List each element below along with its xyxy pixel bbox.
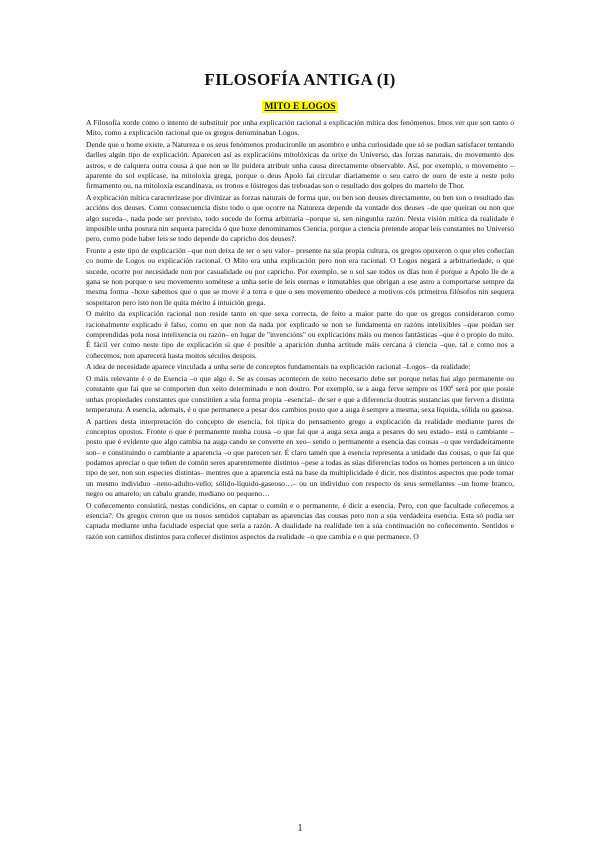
paragraph-9: O coñecemento consistirá, nestas condicións, en captar o común e o permanente, é dicir a esencia. Pero, con que facultade coñecemos a esencia?. Os gregos creron que os nosos sentidos captaban as aparencias das cousas pero non a súa verdadeira esencia. Esta só podía ser captada mediante unha facultade especial que sería a razón. A dualidade na realidade ten a súa continuación no coñecemento. Sentidos e razón son camiños distintos para coñecer distintos aspectos da realidade –o que cambia e o que permanece. O [86, 500, 514, 541]
page-number: 1 [297, 823, 303, 834]
paragraph-3: A explicación mítica caracterízase por divinizar as forzas naturais de forma que, ou ben son deuses directamente, ou ben son o resultado das accións dos deuses. Como consecuencia disto todo o que ocorre na Natureza depende da vontade dos deuses –de que queiran ou non que algo suceda–, nada pode ser previsto, todo sucede de forma arbitraria –porque si, sen ningunha razón. Nesta visión mítica da realidade é imposible unha postura nin sequera parecida ó que hoxe denominamos Ciencia, porque a ciencia pretende atopar leis constantes no Universo pero, como pode haber leis se todo depende do capricho dos deuses?. [86, 193, 514, 244]
paragraph-1: A Filosofía xorde como o intento de substituír por unha explicación racional a explicación mítica dos fenómenos. Imos ver que son tanto o Mito, como a explicación racional que os gregos denominaban Logos. [86, 118, 514, 138]
subtitle-wrap [86, 96, 514, 114]
paragraph-2: Dende que o home existe, a Natureza e os seus fenómenos producironlle un asombro e unha curiosidade que só se podían satisfacer tentando darlles algún tipo de explicación. Aparecen así as explicacións mitolóxicas da orixe do Universo, das forzas naturais, do movemento dos astros, e de calquera outra cousa á que non se lle puidera atribuír unha causa directamente observable. Así, por exemplo, o movemento –aparente do sol explícase, na mitoloxía grega, porque o deus Apolo fai circular diariamente o seu carro de ouro de este a oeste polo firmamento ou, na mitoloxía escandinava, os tronos e lóstregos das treboadas son o resultado dos golpes do martelo de Thor. [86, 140, 514, 191]
paragraph-8: A partires desta interpretación do concepto de esencia, foi típica do pensamento grego a explicación da realidade mediante pares de conceptos opostos. Fronte o que é permanente nunha cousa –o que fai que a auga sexa auga a pesares do seu estado– está o cambiante –posto que é evidente que algo cambia na auga cando se converte en xeo– sendo o permanente a esencia das cousas –o que verdadeiramente son– e constituíndo o cambiante a aparencia –o que parecen ser. É claro tamén que a esencia representa a unidade das cousas, o que fai que podamos apreciar o que teñen de común seres aparentemente distintos –pese a todas as súas diferencias todos os homes pertencen a un único tipo de ser, non son especies distintas– mentres que a aparencia está na base da multiplicidade é dicir, nos distintos aspectos que pode tomar un mesmo individuo –neno-adulto-vello; sólido-líquido-gaseoso…– ou un individuo con respecto ós seus semellantes –un home branco, negro ou amarelo; un cabalo grande, mediano ou pequeno… [86, 416, 514, 498]
paragraph-4: Fronte a este tipo de explicación –que non deixa de ter o seu valor– presente na súa propia cultura, os gregos opuxeron o que eles coñecían co nome de Logos ou explicación racional. O Mito era unha explicación pero non era racional. O Logos negará a arbitrariedade, o que sucede, ocorre por necesidade non por casualidade ou por capricho. Por exemplo, se o sol sae todos os días non é porque a Apolo lle de a gana se non porque o seu movemento sométese a unha serie de leis eternas e inmutables que obrigan a ese astro a comportarse sempre da mesma forma –hoxe sabemos que o que se move é a terra e que o seu movemento obedece a motivos cós primeiros filósofos nin sequera sospeitaron pero isto non lle quita mérito á intuición grega. [86, 246, 514, 307]
paragraph-5: O mérito da explicación racional non reside tanto en que sexa correcta, de feito a maior parte do que os gregos consideraron como racionalmente explicado é falso, como en que non da nada por explicado se non se fundamenta en razóns intelixibles –que poidan ser comprendidas pola nosa intelixencia ou razón– en lugar de "invencións" ou explicacións máis ou menos fantásticas –que é o propio do mito. É fácil ver como neste tipo de explicación si que é posible a aparición dunha actitude máis cercana á ciencia –que, tal e como nos a coñecemos, non aparecerá hasta moitos séculos despois. [86, 309, 514, 360]
section-subtitle: MITO E LOGOS [264, 102, 336, 112]
page-title: FILOSOFÍA ANTIGA (I) [204, 70, 396, 89]
paragraph-6: A idea de necesidade aparece vinculada a unha serie de conceptos fundamentais na explicación racional –Logos– da realidade: [86, 362, 471, 372]
paragraph-7: O máis relevante é o de Esencia –o que algo é. Se as cousas acontecen de xeito necesario debe ser porque nelas hai algo permanente ou constante que fai que se comporten dun xeito determinado e non doutro. Por exemplo, se a auga ferve sempre os 100º será por que posúe unhas propiedades constantes que constitúen a súa forma propia –esencial– de ser e que a diferencia doutras sustancias que ferven a distinta temperatura. A esencia, ademais, é o que permanece a pesar dos cambios posto que a auga é sempre a mesma, sexa líquida, sólida ou gasosa. [86, 374, 514, 415]
